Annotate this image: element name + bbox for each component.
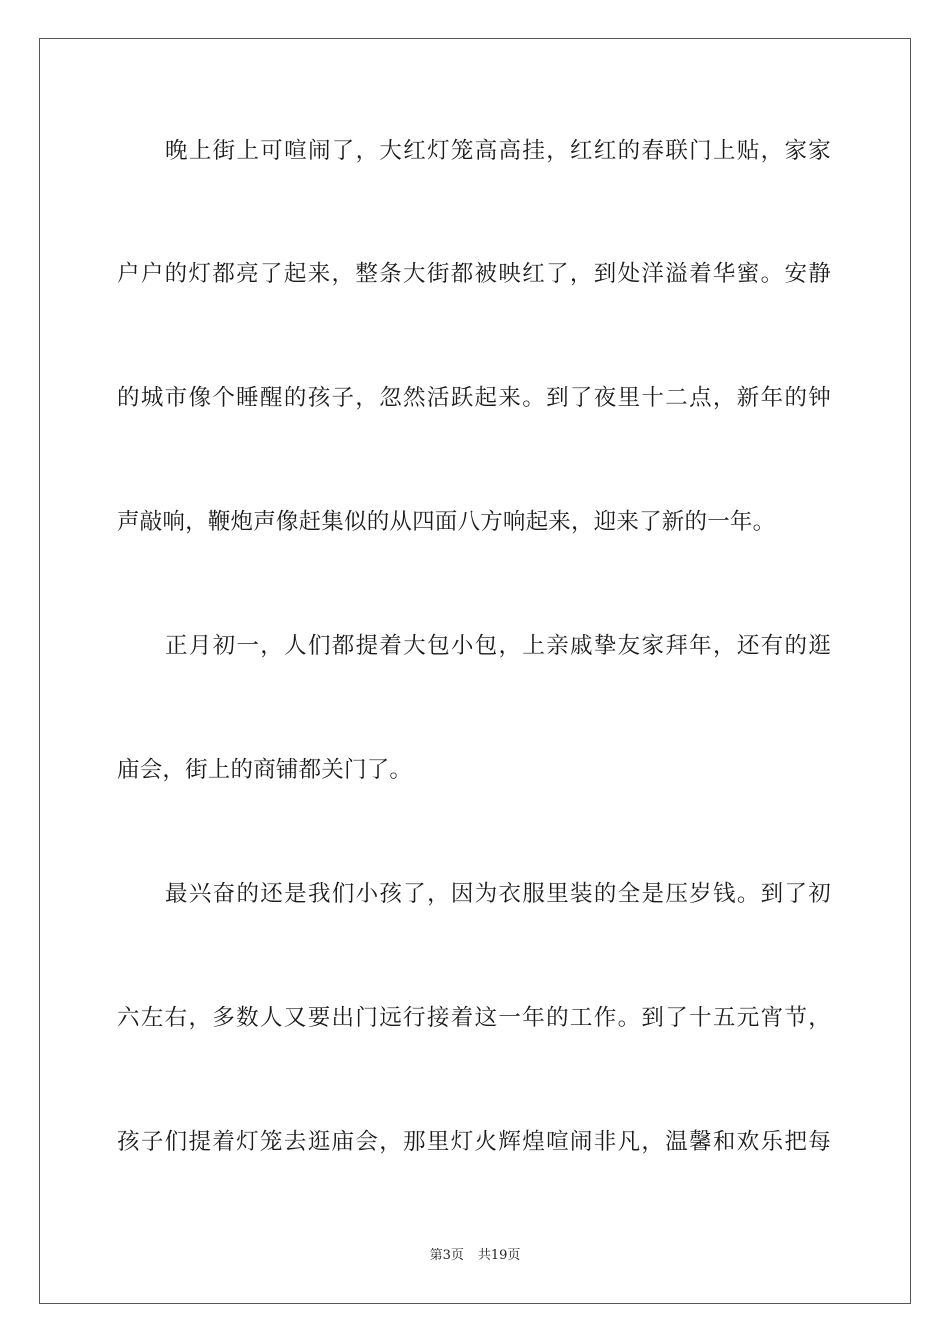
paragraph-line: 正月初一，人们都提着大包小包，上亲戚挚友家拜年，还有的逛 (165, 633, 831, 659)
page-border (39, 38, 911, 1304)
paragraph-line: 最兴奋的还是我们小孩了，因为衣服里装的全是压岁钱。到了初 (165, 881, 831, 907)
paragraph-line: 庙会，街上的商铺都关门了。 (117, 757, 413, 783)
paragraph-line: 户户的灯都亮了起来，整条大街都被映红了，到处洋溢着华蜜。安静 (117, 261, 831, 287)
paragraph-line: 孩子们提着灯笼去逛庙会，那里灯火辉煌喧闹非凡，温馨和欢乐把每 (117, 1129, 831, 1155)
paragraph-line: 六左右，多数人又要出门远行接着这一年的工作。到了十五元宵节， (117, 1005, 831, 1031)
paragraph-line: 晚上街上可喧闹了，大红灯笼高高挂，红红的春联门上贴，家家 (165, 138, 831, 164)
paragraph-line: 的城市像个睡醒的孩子，忽然活跃起来。到了夜里十二点，新年的钟 (117, 385, 831, 411)
total-pages: 共19页 (477, 1248, 521, 1263)
page-footer (0, 1247, 950, 1265)
paragraph-line: 声敲响，鞭炮声像赶集似的从四面八方响起来，迎来了新的一年。 (117, 509, 776, 535)
page-number: 第3页 (429, 1248, 464, 1263)
